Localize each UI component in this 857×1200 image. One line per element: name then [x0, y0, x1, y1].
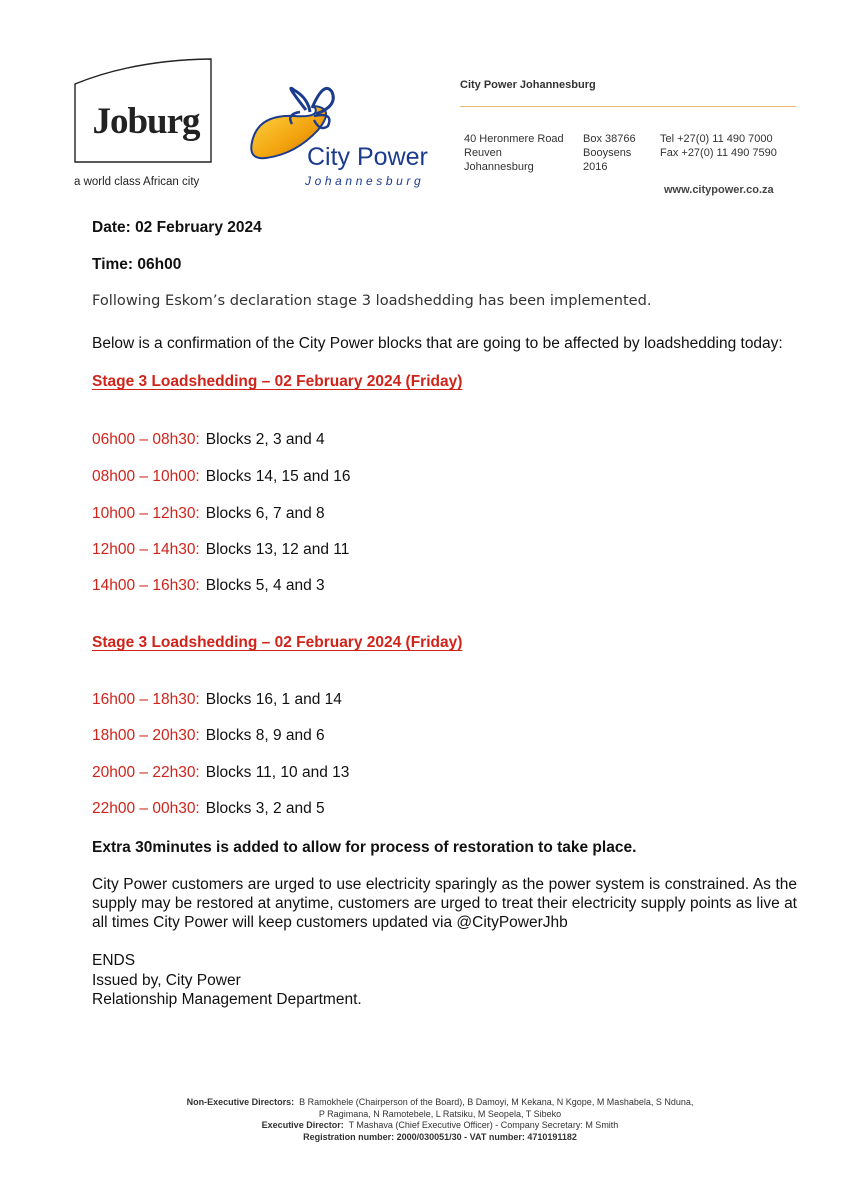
schedule-time: 08h00 – 10h00: [92, 468, 200, 485]
schedule-row [92, 541, 349, 559]
notice-date: Date: 02 February 2024 [92, 219, 262, 236]
address-line: Booysens [583, 147, 632, 159]
schedule-time: 20h00 – 22h30: [92, 764, 200, 781]
schedule-time: 06h00 – 08h30: [92, 431, 200, 448]
advice-paragraph: City Power customers are urged to use electricity sparingly as the power system is constrained. As the supply may be restored at anytime, customers are urged to treat their electricity supply points as live at all times City Power will keep customers updated via @CityPowerJhb [92, 876, 797, 931]
department: Relationship Management Department. [92, 991, 362, 1008]
city-power-logo-name: City Power [307, 143, 428, 171]
non-exec-names: P Ragimana, N Ramotebele, L Ratsiku, M Seopela, T Sibeko [318, 1108, 562, 1119]
schedule-blocks: Blocks 5, 4 and 3 [205, 577, 325, 594]
telephone: Tel +27(0) 11 490 7000 [660, 133, 773, 145]
exec-names: T Mashava (Chief Executive Officer) - Company Secretary: M Smith [348, 1120, 619, 1130]
schedule-blocks: Blocks 3, 2 and 5 [205, 800, 325, 817]
schedule-blocks: Blocks 11, 10 and 13 [205, 764, 350, 781]
schedule-time: 14h00 – 16h30: [92, 577, 200, 594]
schedule-row [92, 431, 325, 449]
company-name: City Power Johannesburg [460, 79, 596, 91]
registration-info: Registration number: 2000/030051/30 - VAT number: 4710191182 [303, 1131, 577, 1142]
schedule-row [92, 468, 351, 486]
notice-intro: Following Eskom’s declaration stage 3 loadshedding has been implemented. [92, 292, 652, 309]
schedule-blocks: Blocks 16, 1 and 14 [205, 691, 342, 708]
address-line: Box 38766 [583, 133, 636, 145]
stage-heading: Stage 3 Loadshedding – 02 February 2024 (Friday) [92, 373, 463, 390]
schedule-blocks: Blocks 2, 3 and 4 [205, 431, 325, 448]
street-address [464, 132, 564, 174]
schedule-row [92, 764, 349, 782]
schedule-row [92, 691, 342, 709]
schedule-row [92, 577, 325, 595]
contact-numbers [660, 132, 777, 160]
exec-label: Executive Director: [261, 1120, 344, 1130]
schedule-blocks: Blocks 14, 15 and 16 [205, 468, 351, 485]
non-exec-names: B Ramokhele (Chairperson of the Board), B Damoyi, M Kekana, N Kgope, M Mashabela, S Nduna, [299, 1097, 694, 1107]
notice-confirmation: Below is a confirmation of the City Power blocks that are going to be affected by loadshedding today: [92, 335, 783, 352]
fax: Fax +27(0) 11 490 7590 [660, 147, 777, 159]
address-line: 40 Heronmere Road [464, 133, 564, 145]
sign-off [92, 951, 362, 1010]
joburg-tagline: a world class African city [74, 176, 200, 188]
issued-by: Issued by, City Power [92, 971, 241, 989]
schedule-time: 16h00 – 18h30: [92, 691, 200, 708]
joburg-logo-wordmark: Joburg [92, 101, 200, 142]
website-link[interactable]: www.citypower.co.za [664, 184, 774, 196]
schedule-time: 22h00 – 00h30: [92, 800, 200, 817]
notice-time: Time: 06h00 [92, 256, 182, 273]
restoration-note: Extra 30minutes is added to allow for process of restoration to take place. [92, 839, 637, 856]
footer-directors [120, 1097, 760, 1143]
schedule-row [92, 800, 325, 818]
schedule-time: 18h00 – 20h30: [92, 727, 200, 744]
address-line: Johannesburg [464, 161, 534, 173]
city-power-logo-city: Johannesburg [305, 174, 425, 188]
schedule-blocks: Blocks 6, 7 and 8 [205, 505, 325, 522]
schedule-blocks: Blocks 13, 12 and 11 [205, 541, 350, 558]
ends-marker: ENDS [92, 952, 136, 969]
schedule-row [92, 727, 325, 745]
non-exec-label: Non-Executive Directors: [186, 1097, 295, 1107]
header-divider [460, 106, 796, 107]
schedule-time: 10h00 – 12h30: [92, 505, 200, 522]
address-line: Reuven [464, 147, 502, 159]
address-line: 2016 [583, 161, 608, 173]
postal-address [583, 132, 636, 174]
stage-heading: Stage 3 Loadshedding – 02 February 2024 (Friday) [92, 634, 463, 651]
schedule-blocks: Blocks 8, 9 and 6 [205, 727, 325, 744]
schedule-row [92, 505, 325, 523]
schedule-time: 12h00 – 14h30: [92, 541, 200, 558]
